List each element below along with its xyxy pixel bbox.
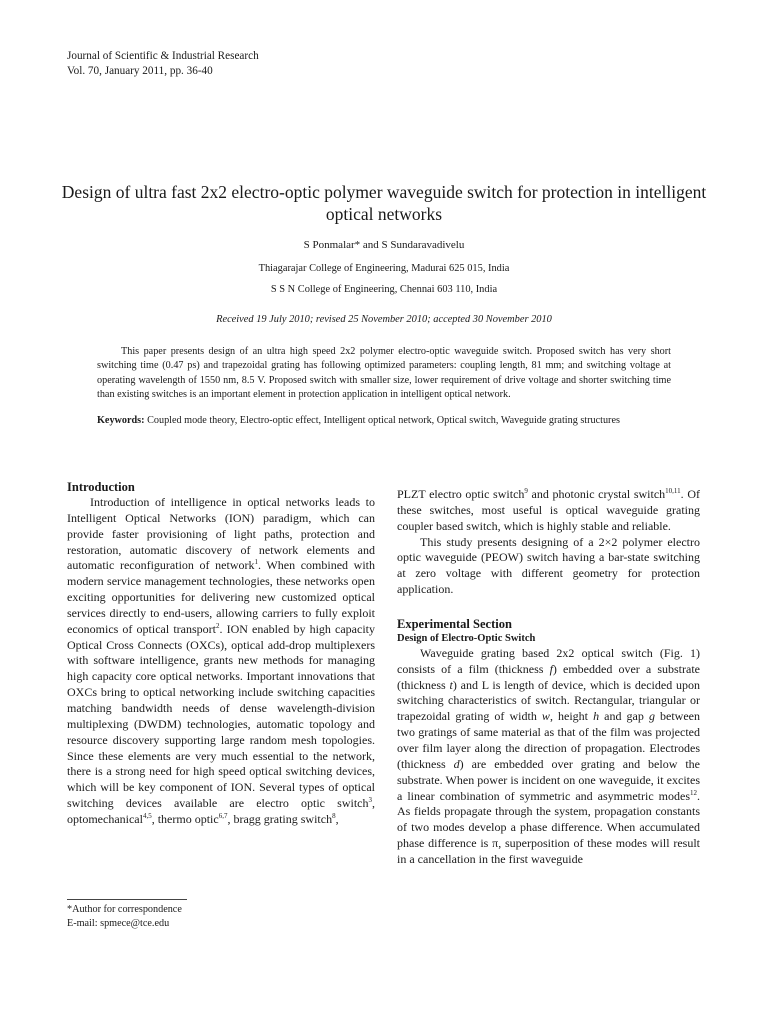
continued-paragraph: PLZT electro optic switch$^9$ and photonic crystal switch$^{10,11}$. Of these switches, most useful is optical waveguide grating coupler based switch, which is highly stable and reliable. [397,487,700,533]
journal-name: Journal of Scientific & Industrial Research [67,50,259,62]
received-dates: Received 19 July 2010; revised 25 November 2010; accepted 30 November 2010 [216,314,552,325]
introduction-paragraph: Introduction of intelligence in optical networks leads to Intelligent Optical Networks (ION) paradigm, which can provide faster provisioning of light paths, protection and restoration, automatic discovery of network elements and automatic reconfiguration of network$^1$. When combined with modern service management technologies, these networks open exciting opportunities for delivering new customized optical services directly to end-users, allowing carriers to fully exploit economics of optical transport$^2$. ION enabled by high capacity Optical Cross Connects (OXCs), optical add-drop multiplexers with software intelligence, grants new methods for managing high capacity core optical networks. Important innovations that OXCs bring to optical networking include switching capacities matching bandwidth needs of dense wavelength-division multiplexing (DWDM) technologies, automatic topology and resource discovery supporting large random mesh topologies. Since these elements are very much essential to the network, there is a strong need for high speed optical switching devices, which will be key component of ION. Several types of optical switching devices available are electro optic switch$^3$, optomechanical$^{4,5}$, thermo optic$^{6,7}$, bragg grating switch$^8$, [67,495,375,826]
journal-header [67,49,259,79]
citation: 9 [524,487,528,495]
footnote [67,903,182,930]
citation: 1 [254,558,258,567]
affiliation-2: S S N College of Engineering, Chennai 603 110, India [270,284,498,295]
footnote-email[interactable]: E-mail: spmece@tce.edu [67,917,170,929]
design-subheading: Design of Electro-Optic Switch [397,632,536,644]
footnote-author: *Author for correspondence [67,904,182,915]
affiliation-1: Thiagarajar College of Engineering, Madurai 625 015, India [258,263,510,274]
paper-title: Design of ultra fast 2x2 electro-optic polymer waveguide switch for protection in intelligent optical networks [61,182,707,224]
experimental-heading: Experimental Section [397,616,512,631]
journal-volume: Vol. 70, January 2011, pp. 36-40 [67,65,213,77]
keywords [97,415,697,426]
study-paragraph: This study presents designing of a 2×2 polymer electro optic waveguide (PEOW) switch having a bar-state switching at zero voltage with different geometry for protection application. [397,534,700,597]
left-column [67,479,375,828]
abstract: This paper presents design of an ultra high speed 2x2 polymer electro-optic waveguide switch. Proposed switch has very short switching time (0.47 ps) and trapezoidal grating has following optimized parameters: coupling length, 81 mm; and switching voltage at operating wavelength of 1550 nm, 8.5 V. Proposed switch with smaller size, lower requirement of drive voltage and shorter switching time than existing switches is an important element in protection application in intelligent optical network. [97,346,671,401]
keywords-text: Coupled mode theory, Electro-optic effect, Intelligent optical network, Optical switch, Waveguide grating structures [147,415,620,426]
citation: 4,5 [142,811,152,820]
right-column [397,487,700,868]
footnote-divider [67,899,187,900]
citation: 3 [368,796,372,805]
citation: 2 [215,621,220,630]
introduction-heading: Introduction [67,480,135,494]
citation: 8 [332,811,336,820]
citation: 12 [690,788,697,797]
keywords-label: Keywords: [97,415,145,426]
citation: 6,7 [218,811,228,820]
design-paragraph: Waveguide grating based 2x2 optical switch (Fig. 1) consists of a film (thickness f) embedded over a substrate (thickness t) and L is length of device, which is decided upon switching characteristics of switch. Rectangular, triangular or trapezoidal grating of width w, height h and gap g between two gratings of same material as that of the film was projected over film layer along the direction of propagation. Electrodes (thickness d) are embedded over grating and below the substrate. When power is incident on one waveguide, it excites a linear combination of symmetric and asymmetric modes$^{12}$. As fields propagate through the system, propagation constants of two modes develop a phase difference. When accumulated phase difference is π, superposition of these modes will result in a cancellation in the first waveguide [397,645,701,866]
authors: S Ponmalar* and S Sundaravadivelu [303,239,465,251]
citation: 10,11 [665,487,681,495]
